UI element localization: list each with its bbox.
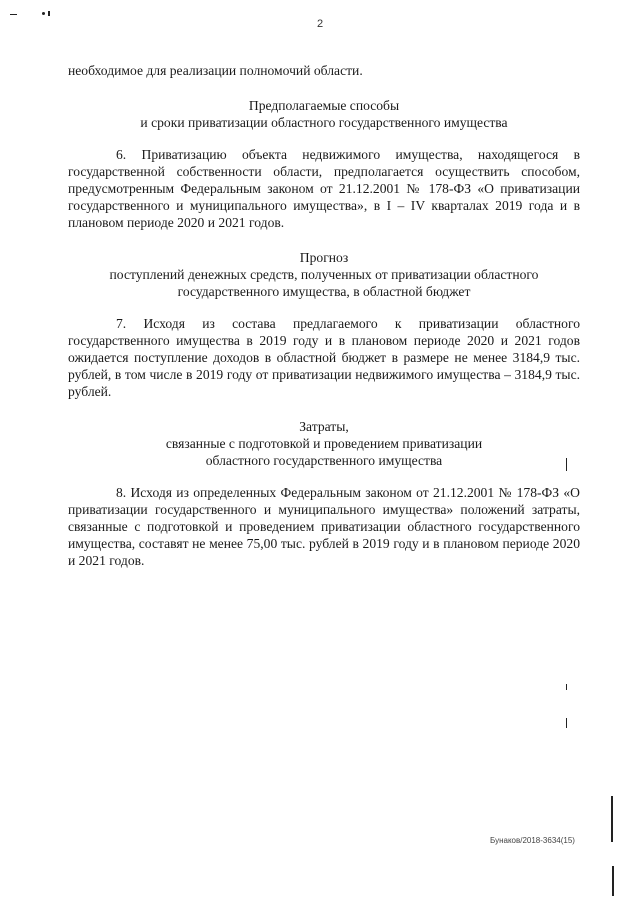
scan-artifact	[566, 458, 567, 471]
document-body	[68, 62, 580, 569]
section-heading-line: поступлений денежных средств, полученных от приватизации областного	[109, 267, 539, 282]
section-heading-line: областного государственного имущества	[205, 453, 443, 468]
section-heading-line: Предполагаемые способы	[248, 98, 400, 113]
section-paragraph: 7. Исходя из состава предлагаемого к приватизации областного государственного имущества в 2019 году и в плановом периоде 2020 и 2021 годов ожидается поступление доходов в областной бюджет в размере не менее 3184,9 тыс. рублей, в том числе в 2019 году от приватизации недвижимого имущества – 3184,9 тыс. рублей.	[68, 316, 580, 399]
intro-line: необходимое для реализации полномочий области.	[68, 63, 363, 78]
page-number: 2	[316, 18, 324, 30]
section-heading-line: государственного имущества, в областной бюджет	[177, 284, 471, 299]
section-heading-line: Прогноз	[299, 250, 349, 265]
section-heading-line: и сроки приватизации областного государственного имущества	[140, 115, 508, 130]
scan-artifact	[612, 866, 614, 896]
scan-artifact	[566, 718, 567, 728]
scan-artifact	[10, 14, 17, 15]
section-paragraph: 6. Приватизацию объекта недвижимого имущества, находящегося в государственной собственности области, предполагается осуществить способом, предусмотренным Федеральным законом от 21.12.2001 № 178-ФЗ «О приватизации государственного и муниципального имущества», в I – IV кварталах 2019 года и в плановом периоде 2020 и 2021 годов.	[68, 147, 580, 230]
section-privatization-costs	[68, 418, 580, 569]
section-paragraph: 8. Исходя из определенных Федеральным законом от 21.12.2001 № 178-ФЗ «О приватизации государственного и муниципального имущества» положений затраты, связанные с подготовкой и проведением приватизации областного государственного имущества, составят не менее 75,00 тыс. рублей в 2019 году и в плановом периоде 2020 и 2021 годов.	[68, 485, 580, 568]
scan-artifact	[611, 796, 613, 842]
section-heading-line: Затраты,	[299, 419, 349, 434]
section-heading-line: связанные с подготовкой и проведением приватизации	[165, 436, 483, 451]
scan-artifact	[566, 684, 567, 690]
scan-artifact	[48, 11, 50, 16]
section-revenue-forecast	[68, 249, 580, 400]
scan-artifact	[42, 12, 45, 15]
document-registration-code: Бунаков/2018-3634(15)	[490, 836, 575, 845]
section-privatization-methods	[68, 97, 580, 231]
